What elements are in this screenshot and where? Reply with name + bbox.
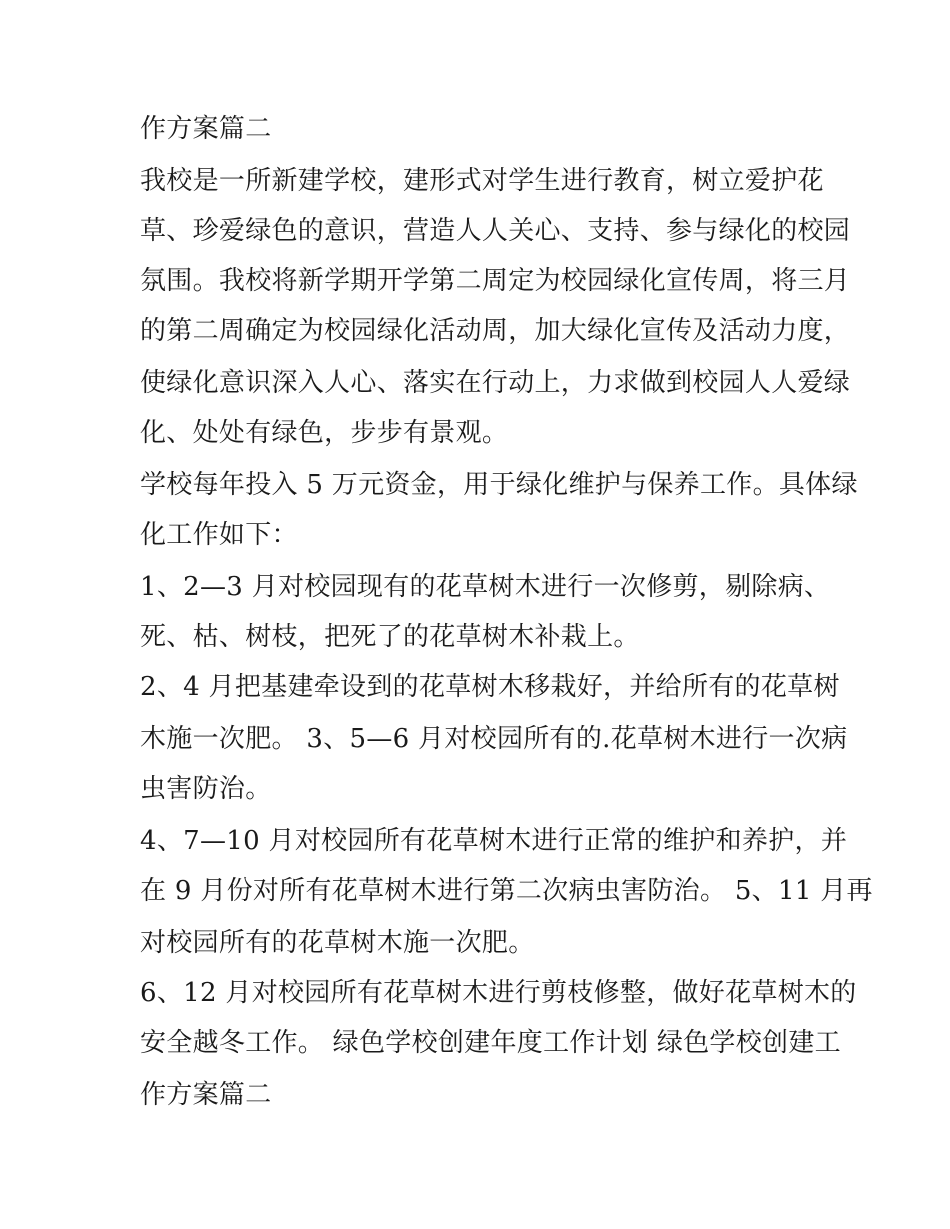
text-line: 作方案篇二 bbox=[140, 1080, 272, 1110]
text-line: 木施一次肥。 3、5—6 月对校园所有的.花草树木进行一次病 bbox=[140, 724, 848, 754]
text-line: 2、4 月把基建牵设到的花草树木移栽好，并给所有的花草树 bbox=[140, 672, 840, 702]
text-line: 的第二周确定为校园绿化活动周，加大绿化宣传及活动力度， bbox=[140, 316, 851, 346]
text-line: 化工作如下： bbox=[140, 520, 298, 550]
text-line: 4、7—10 月对校园所有花草树木进行正常的维护和养护，并 bbox=[140, 826, 848, 856]
text-line: 学校每年投入 5 万元资金，用于绿化维护与保养工作。具体绿 bbox=[140, 470, 858, 500]
text-line: 6、12 月对校园所有花草树木进行剪枝修整，做好花草树木的 bbox=[140, 978, 857, 1008]
text-line: 1、2—3 月对校园现有的花草树木进行一次修剪，剔除病、 bbox=[140, 572, 831, 602]
text-line: 对校园所有的花草树木施一次肥。 bbox=[140, 928, 535, 958]
text-line: 使绿化意识深入人心、落实在行动上，力求做到校园人人爱绿 bbox=[140, 368, 851, 398]
text-line: 草、珍爱绿色的意识，营造人人关心、支持、参与绿化的校园 bbox=[140, 216, 851, 246]
text-line: 作方案篇二 bbox=[140, 114, 272, 144]
text-line: 我校是一所新建学校，建形式对学生进行教育，树立爱护花 bbox=[140, 166, 824, 196]
text-line: 安全越冬工作。 绿色学校创建年度工作计划 绿色学校创建工 bbox=[140, 1028, 841, 1058]
text-line: 氛围。我校将新学期开学第二周定为校园绿化宣传周，将三月 bbox=[140, 266, 851, 296]
text-line: 虫害防治。 bbox=[140, 774, 272, 804]
text-line: 死、枯、树枝，把死了的花草树木补栽上。 bbox=[140, 622, 640, 652]
text-line: 在 9 月份对所有花草树木进行第二次病虫害防治。 5、11 月再 bbox=[140, 876, 873, 906]
text-line: 化、处处有绿色，步步有景观。 bbox=[140, 418, 509, 448]
